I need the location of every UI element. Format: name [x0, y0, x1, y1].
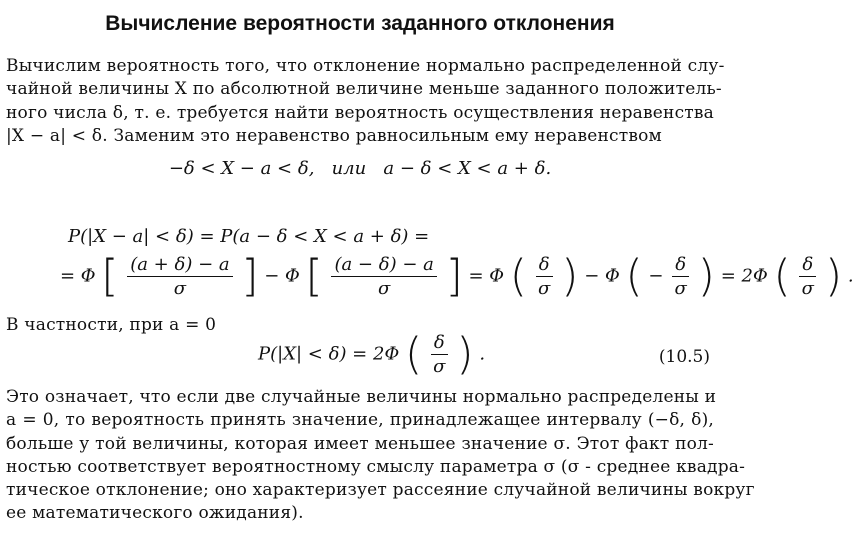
left-paren: (	[404, 328, 423, 380]
fraction-1-numerator: (a + δ) − a	[127, 254, 232, 277]
conclusion-paragraph	[6, 386, 755, 526]
left-bracket: [	[101, 250, 119, 302]
derivation-line-2	[60, 250, 854, 302]
minus-sign: −	[648, 265, 664, 287]
fraction-4	[672, 254, 689, 299]
right-bracket: ]	[241, 250, 259, 302]
conclusion-line: больше у той величины, которая имеет меньшее значение σ. Этот факт пол-	[6, 433, 714, 454]
formula-denominator: σ	[433, 356, 446, 377]
left-bracket: [	[305, 250, 323, 302]
phi-symbol: = Φ	[60, 265, 96, 287]
fraction-4-numerator: δ	[672, 254, 689, 277]
right-paren: )	[824, 250, 843, 302]
fraction-2-denominator: σ	[378, 278, 391, 299]
equals-2phi: = 2Φ	[720, 265, 768, 287]
fraction-5-denominator: σ	[801, 278, 814, 299]
fraction-2	[331, 254, 436, 299]
conclusion-line: ее математического ожидания).	[6, 503, 304, 524]
intro-paragraph	[6, 55, 725, 148]
special-case-text: В частности, при a = 0	[6, 315, 217, 335]
slide-title: Вычисление вероятности заданного отклонения	[105, 12, 615, 35]
fraction-3	[536, 254, 553, 299]
intro-line: Вычислим вероятность того, что отклонение нормально распределенной слу-	[6, 56, 725, 76]
right-bracket: ]	[445, 250, 463, 302]
right-paren: )	[456, 328, 474, 380]
left-paren: (	[773, 250, 791, 302]
fraction-5-numerator: δ	[799, 254, 816, 277]
fraction-5	[799, 254, 816, 299]
fraction-2-numerator: (a − δ) − a	[331, 254, 436, 277]
intro-line: ного числа δ, т. е. требуется найти вероятность осуществления неравенства	[6, 102, 714, 123]
left-paren: (	[509, 250, 527, 302]
conclusion-line: a = 0, то вероятность принять значение, принадлежащее интервалу (−δ, δ),	[6, 410, 714, 431]
right-paren: )	[561, 250, 579, 302]
formula-numerator: δ	[431, 332, 448, 355]
fraction-3-numerator: δ	[536, 254, 553, 277]
fraction-1	[127, 254, 232, 299]
fraction-3-denominator: σ	[537, 278, 551, 299]
equals-phi: = Φ	[468, 265, 505, 287]
minus-phi: − Φ	[264, 265, 300, 287]
right-paren: )	[697, 250, 715, 302]
fraction-1-denominator: σ	[173, 278, 187, 299]
conclusion-line: тическое отклонение; оно характеризует рассеяние случайной величины вокруг	[6, 480, 755, 501]
intro-line: чайной величины X по абсолютной величине меньше заданного положитель-	[6, 79, 722, 100]
left-paren: (	[625, 250, 643, 302]
minus-phi: − Φ	[584, 265, 620, 287]
equivalent-inequalities: −δ < X − a < δ, или a − δ < X < a + δ.	[168, 158, 552, 179]
conclusion-line: ностью соответствует вероятностному смыслу параметра σ (σ - среднее квадра-	[6, 456, 746, 477]
period: .	[847, 265, 854, 287]
intro-line: |X − a| < δ. Заменим это неравенство равносильным ему неравенством	[6, 125, 662, 146]
fraction-4-denominator: σ	[674, 278, 687, 299]
derivation-line-1: P(|X − a| < δ) = P(a − δ < X < a + δ) =	[68, 226, 430, 247]
formula-lhs: P(|X| < δ) = 2Φ	[258, 343, 400, 365]
period: .	[479, 343, 486, 365]
equation-number: (10.5)	[658, 347, 710, 367]
conclusion-line: Это означает, что если две случайные величины нормально распределены и	[6, 387, 717, 407]
formula-10-5	[258, 328, 486, 380]
formula-fraction	[431, 332, 448, 377]
